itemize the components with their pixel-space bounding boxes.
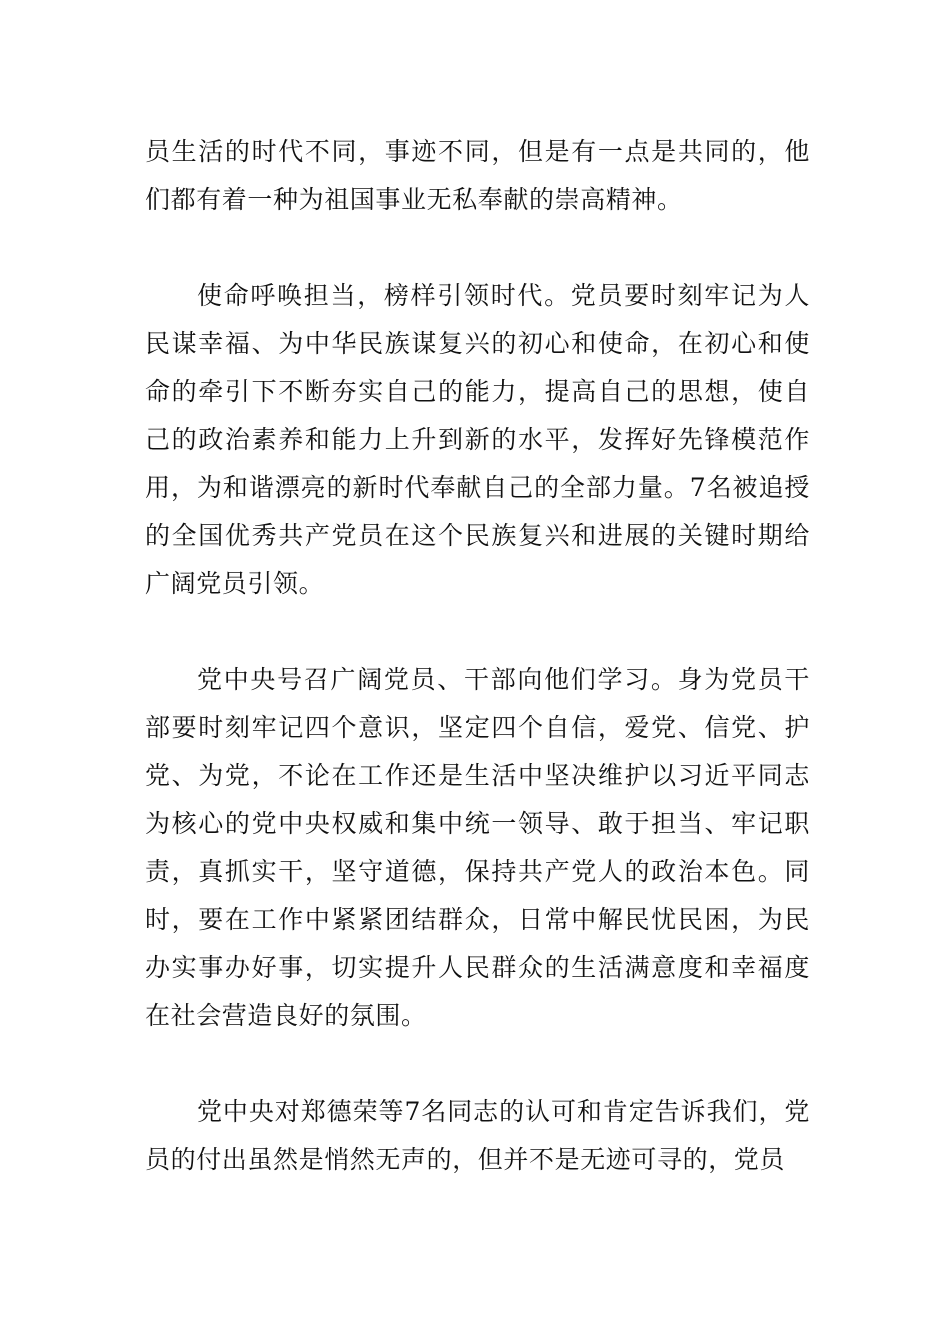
paragraph-call-to-learn: 党中央号召广阔党员、干部向他们学习。身为党员干部要时刻牢记四个意识，坚定四个自信，爱党、信党、护党、为党，不论在工作还是生活中坚决维护以习近平同志为核心的党中央权威和集中统一领导、敢于担当、牢记职责，真抓实干，坚守道德，保持共产党人的政治本色。同时，要在工作中紧紧团结群众，日常中解民忧民困，为民办实事办好事，切实提升人民群众的生活满意度和幸福度在社会营造良好的氛围。 [145, 665, 810, 1030]
paragraph-continuation: 员生活的时代不同，事迹不同，但是有一点是共同的，他们都有着一种为祖国事业无私奉献的崇高精神。 [145, 137, 810, 214]
paragraph-gap [145, 1040, 810, 1088]
document-body [145, 128, 810, 1184]
paragraph-mission: 使命呼唤担当，榜样引领时代。党员要时刻牢记为人民谋幸福、为中华民族谋复兴的初心和使命，在初心和使命的牵引下不断夯实自己的能力，提高自己的思想，使自己的政治素养和能力上升到新的水平，发挥好先锋模范作用，为和谐漂亮的新时代奉献自己的全部力量。7名被追授的全国优秀共产党员在这个民族复兴和进展的关键时期给广阔党员引领。 [145, 281, 810, 598]
paragraph-gap [145, 224, 810, 272]
paragraph-recognition: 党中央对郑德荣等7名同志的认可和肯定告诉我们，党员的付出虽然是悄然无声的，但并不是无迹可寻的，党员 [145, 1097, 810, 1174]
paragraph-gap [145, 608, 810, 656]
